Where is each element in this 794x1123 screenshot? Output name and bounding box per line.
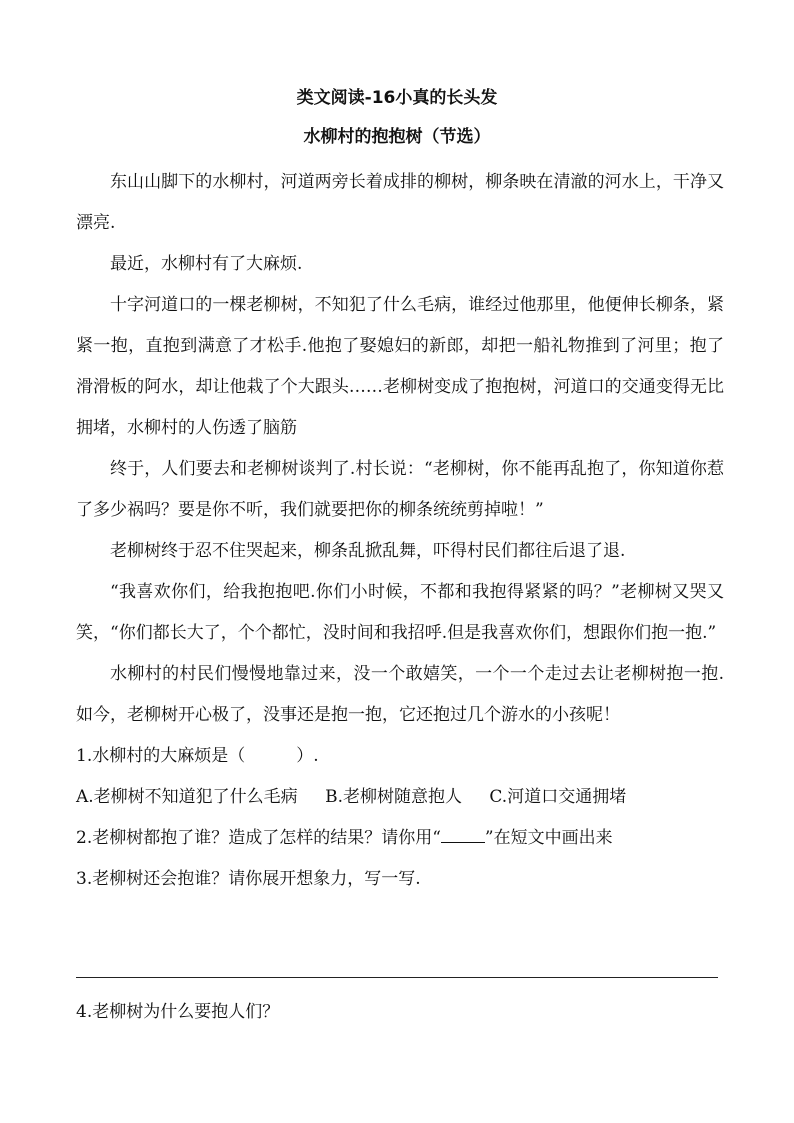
- passage-paragraph-6: “我喜欢你们，给我抱抱吧.你们小时候，不都和我抱得紧紧的吗？”老柳树又哭又笑，“你们都长大了，个个都忙，没时间和我招呼.但是我喜欢你们，想跟你们抱一抱.”: [76, 582, 724, 643]
- question-2-text-after: ”在短文中画出来: [484, 828, 613, 848]
- passage-paragraph-4: 终于，人们要去和老柳树谈判了.村长说：“老柳树，你不能再乱抱了，你知道你惹了多少祸吗？要是你不听，我们就要把你的柳条统统剪掉啦！”: [76, 459, 724, 520]
- question-1: 1.水柳村的大麻烦是（ ）.: [76, 746, 319, 766]
- passage-paragraph-5: 老柳树终于忍不住哭起来，柳条乱掀乱舞，吓得村民们都往后退了退.: [110, 541, 626, 561]
- question-1-options: [76, 777, 724, 818]
- option-c[interactable]: C.河道口交通拥堵: [489, 787, 627, 807]
- answer-line[interactable]: [76, 977, 718, 978]
- passage-title: 水柳村的抱抱树（节选）: [303, 127, 491, 147]
- worksheet-title: 类文阅读-16小真的长头发: [296, 88, 498, 108]
- passage-paragraph-7: 水柳村的村民们慢慢地靠过来，没一个敢嬉笑，一个一个走过去让老柳树抱一抱.如今，老柳树开心极了，没事还是抱一抱，它还抱过几个游水的小孩呢！: [76, 664, 724, 725]
- question-2-text-before: 2.老柳树都抱了谁？造成了怎样的结果？请你用“: [76, 828, 441, 848]
- question-4: 4.老柳树为什么要抱人们？: [76, 1002, 280, 1022]
- passage-paragraph-2: 最近，水柳村有了大麻烦.: [110, 254, 303, 274]
- question-2: [76, 818, 724, 859]
- passage-paragraph-1: 东山山脚下的水柳村，河道两旁长着成排的柳树，柳条映在清澈的河水上，干净又漂亮.: [76, 172, 724, 233]
- question-3: 3.老柳树还会抱谁？请你展开想象力，写一写.: [76, 869, 421, 889]
- passage-and-questions: [76, 162, 724, 900]
- option-b[interactable]: B.老柳树随意抱人: [325, 787, 462, 807]
- underline-mark: [441, 828, 485, 843]
- passage-paragraph-3: 十字河道口的一棵老柳树，不知犯了什么毛病，谁经过他那里，他便伸长柳条，紧紧一抱，直抱到满意了才松手.他抱了娶媳妇的新郎，却把一船礼物推到了河里；抱了滑滑板的阿水，却让他栽了个大跟头……老柳树变成了抱抱树，河道口的交通变得无比拥堵，水柳村的人伤透了脑筋: [76, 295, 724, 438]
- option-a[interactable]: A.老柳树不知道犯了什么毛病: [76, 787, 298, 807]
